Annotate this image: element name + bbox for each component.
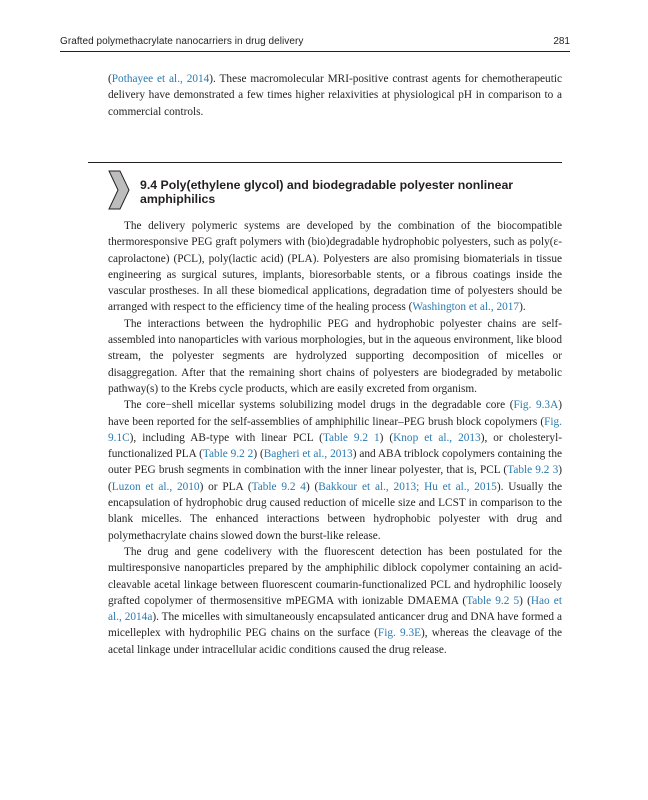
section-rule [88,162,562,163]
citation-link[interactable]: Bagheri et al., 2013 [263,448,353,461]
section-title: 9.4 Poly(ethylene glycol) and biodegradable polyester nonlinear amphiphilics [140,178,514,206]
body-text: ), or cholesteryl-functionalized PLA ( [108,431,562,461]
chevron-icon [108,170,130,210]
body-text: ). [519,301,526,314]
body-text: ) have been reported for the self-assemblies of amphiphilic linear–PEG brush block copolymers ( [108,399,562,428]
figure-link[interactable]: Fig. 9.3A [513,399,559,412]
paragraph-1 [108,218,562,316]
citation-link[interactable]: Hao et al., 2014a [108,594,562,624]
body-text: ) ( [379,431,394,444]
section-heading-block [88,162,562,212]
page-number: 281 [553,36,570,47]
table-link[interactable]: Table 9.2 5 [466,594,520,607]
body-text: ) or PLA ( [199,480,252,493]
citation-link[interactable]: Luzon et al., 2010 [111,480,200,493]
body-text: The drug and gene codelivery with the fluorescent detection has been postulated for the multiresponsive nanoparticles prepared by the amphiphilic diblock copolymer containing an acid-cleavable acetal linkage between fluorescent coumarin-functionalized PCL and hydrophilic loosely grafted copolymer of thermosensitive mPEGMA with ionizable DMAEMA ( [108,545,562,607]
intro-paragraph: (Pothayee et al., 2014). These macromolecular MRI-positive contrast agents for chemotherapeutic delivery have demonstrated a few times higher relaxivities at physiological pH in comparison to a commercial controls. [108,73,562,118]
body-text: ) ( [305,480,319,493]
paragraph-2: The interactions between the hydrophilic PEG and hydrophobic polyester chains are self-assembled into nanoparticles with various morphologies, but in the aqueous environment, like blood stream, the polyester segments are hydrolyzed supporting decomposition of micelles or disaggregation. After that the remaining short chains of polyesters are biodegraded by metabolic pathway(s) to the Krebs cycle products, which are easily excreted from organism. [108,317,562,395]
citation-link[interactable]: Washington et al., 2017 [412,301,520,314]
body-text: ) and ABA triblock copolymers containing the outer PEG brush segments in combination with the inner linear polyester, that is, PCL ( [108,448,562,477]
body-text: ). Usually the encapsulation of hydrophobic drug caused reduction of micelle size and LCST in comparison to the blank micelles. The enhanced interactions between hydrophobic polyester with drug and polymethacrylate chains slowed down the burst-like release. [108,480,562,542]
body-text: ), whereas the cleavage of the acetal linkage under intracellular acidic conditions caused the drug release. [108,627,562,656]
body-text: ). These macromolecular MRI-positive contrast agents for chemotherapeutic delivery have demonstrated a few times higher relaxivities at physiological pH in comparison to a commercial controls. [108,73,562,118]
citation-link[interactable]: Bakkour et al., 2013; Hu et al., 2015 [318,480,497,493]
table-link[interactable]: Table 9.2 2 [202,448,254,461]
body-text-block [108,218,562,658]
paragraph-4 [108,544,562,658]
figure-link[interactable]: Fig. 9.1C [108,415,562,444]
running-header [60,33,570,52]
citation-link[interactable]: Knop et al., 2013 [393,431,481,444]
table-link[interactable]: Table 9.2 1 [322,431,380,444]
running-title: Grafted polymethacrylate nanocarriers in drug delivery [60,36,304,47]
body-text: ) ( [253,448,264,461]
paragraph-3 [108,397,562,544]
figure-link[interactable]: Fig. 9.3E [377,627,422,640]
body-text: The core−shell micellar systems solubilizing model drugs in the degradable core ( [124,399,514,412]
body-text: The delivery polymeric systems are developed by the combination of the biocompatible thermoresponsive PEG graft polymers with (bio)degradable hydrophobic polyesters, such as poly(ε-caprolactone) (PCL), poly(lactic acid) (PLA). Polyesters are also promising biomaterials in tissue engineering as surgical sutures, implants, bioresorbable stents, or a fibrous coatings inside the vascular prostheses. In all these biomedical applications, degradation time of polyesters should be arranged with respect to the efficiency time of the healing process ( [108,220,562,314]
citation-link[interactable]: Pothayee et al., 2014 [111,73,210,85]
body-text: ), including AB-type with linear PCL ( [129,431,323,444]
body-text: ). The micelles with simultaneously encapsulated anticancer drug and DNA have formed a micelleplex with hydrophilic PEG chains on the surface ( [108,611,562,640]
body-text: ) ( [108,464,562,493]
body-text: ) ( [519,594,531,607]
table-link[interactable]: Table 9.2 4 [251,480,306,493]
table-link[interactable]: Table 9.2 3 [507,464,559,477]
